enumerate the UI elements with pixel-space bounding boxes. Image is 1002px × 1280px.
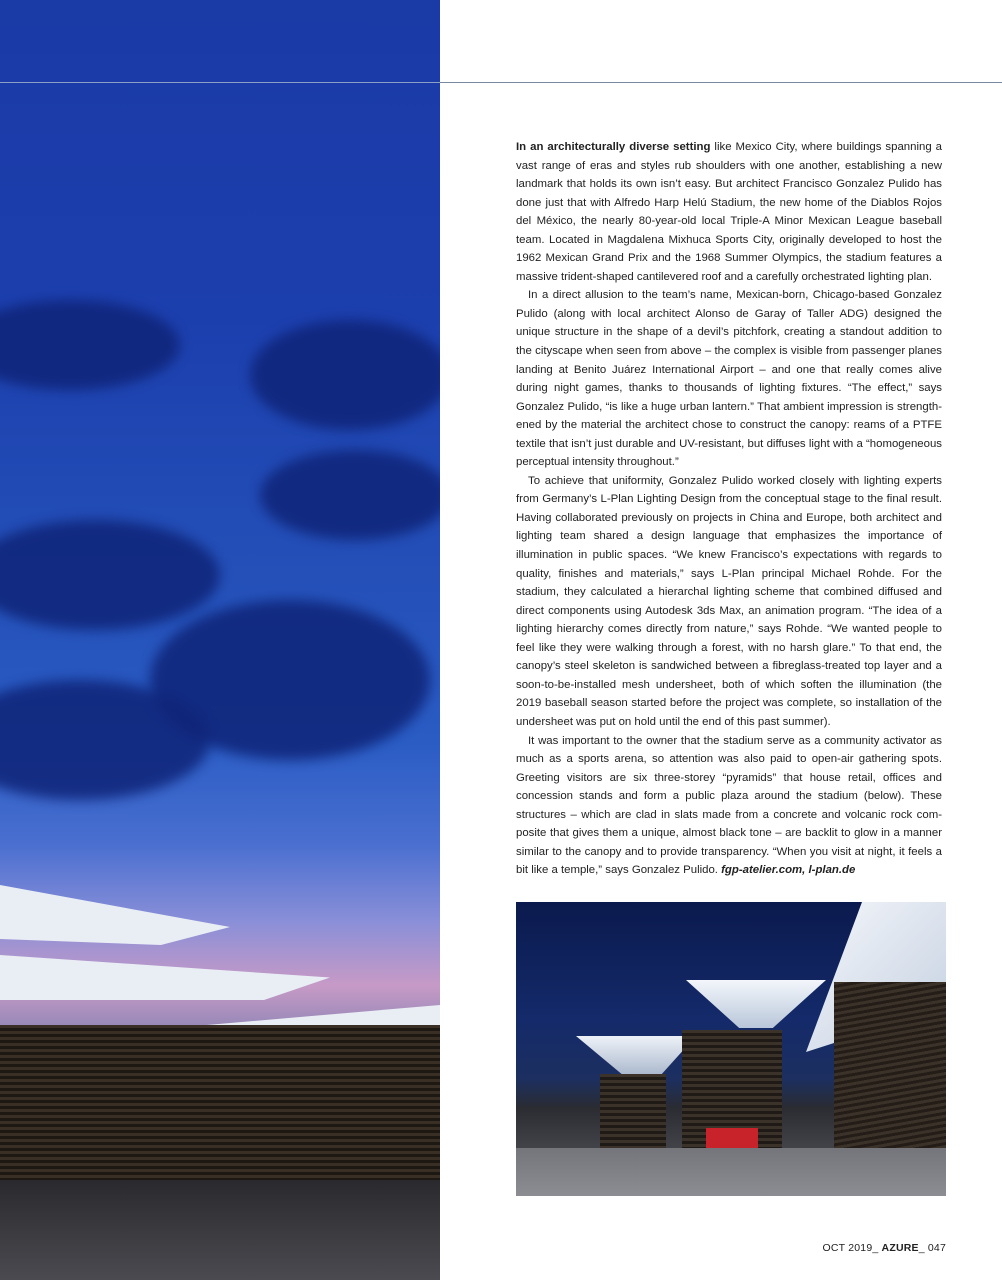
cloud (0, 300, 180, 390)
cloud (250, 320, 440, 430)
cloud (260, 450, 440, 540)
article-paragraph (516, 732, 942, 880)
magazine-name: AZURE (881, 1242, 919, 1254)
article-paragraph (516, 286, 942, 471)
stadium-canopy (686, 980, 826, 1028)
paragraph-text: To achieve that uniformity, Gonzalez Pulido worked closely with lighting experts from Germany’s L-Plan Lighting Design from the conceptual stage to the final result. Having collaborated previously on projects in China and Europe, both architect and lighting team shared a design language that emphasizes the importance of illumination in public spaces. “We knew Francisco’s expectations with regards to quality, finishes and materials,” says L-Plan principal Michael Rohde. For the stadium, they calculated a hierarchal lighting scheme that combined diffused and direct components using Autodesk 3ds Max, an animation program. “The idea of a lighting hierarchy comes directly from nature,” says Rohde. “We wanted people to feel like they were walking through a forest, with no harsh glare.” To that end, the canopy’s steel skeleton is sandwiched between a fibreglass-treated top layer and a soon-to-be-installed mesh undersheet, both of which soften the illumination (the 2019 baseball season started before the project was complete, so installation of the undersheet was put on hold until the end of this past summer). (516, 474, 942, 728)
article-paragraph (516, 472, 942, 732)
inset-photo-plaza (516, 902, 946, 1196)
web-credit: fgp-atelier.com, l-plan.de (721, 864, 856, 877)
entrance (706, 1128, 758, 1150)
ground (0, 1180, 440, 1280)
paragraph-text: In a direct allusion to the team’s name, Mexican-born, Chicago-based Gonzalez Pulido (along with local architect Alonso de Garay of Taller ADG) designed the unique structure in the shape of a devil’s pitchfork, creating a standout addition to the cityscape when seen from above – the complex is visible from passenger planes landing at Benito Juárez International Airport – and one that really comes alive during night games, thanks to thousands of lighting fixtures. “The effect,” says Gonzalez Pulido, “is like a huge urban lantern.” That ambient impression is strength-ened by the material the architect chose to construct the canopy: reams of a PTFE textile that isn’t just durable and UV-resistant, but diffuses light with a “homogeneous perceptual intensity throughout.” (516, 289, 942, 469)
pyramid-building (600, 1074, 666, 1148)
stadium-canopy (0, 950, 330, 1000)
page-folio (823, 1242, 946, 1254)
paragraph-text: It was important to the owner that the stadium serve as a community activator as much as a sports arena, so attention was also paid to open-air gathering spots. Greeting visitors are six three-storey “pyramids” that house retail, offices and concession stands and form a public plaza around the stadium (below). These structures – which are clad in slats made from a concrete and volcanic rock com-posite that gives them a unique, almost black tone – are backlit to glow in a manner similar to the canopy and to provide transparency. “When you visit at night, it feels a bit like a temple,” says Gonzalez Pulido. (516, 734, 942, 877)
stadium-canopy (0, 885, 230, 945)
cloud (0, 520, 220, 630)
horizontal-rule (440, 82, 1002, 83)
page-number: _ 047 (918, 1242, 946, 1254)
paragraph-text: like Mexico City, where buildings spanning a vast range of eras and styles rub shoulders with one another, establishing a new landmark that holds its own isn’t easy. But architect Francisco Gonzalez Pulido has done just that with Alfredo Harp Helú Stadium, the new home of the Diablos Rojos del México, the nearly 80-year-old local Triple-A Minor Mexican League baseball team. Located in Magdalena Mixhuca Sports City, originally developed to host the 1962 Mexican Grand Prix and the 1968 Summer Olympics, the stadium features a massive trident-shaped cantilevered roof and a carefully orchestrated lighting plan. (516, 141, 942, 283)
stadium-canopy (576, 1036, 696, 1076)
lead-in: In an architecturally diverse setting (516, 141, 711, 153)
plaza (516, 1148, 946, 1196)
issue-date: OCT 2019_ (822, 1242, 879, 1254)
article-paragraph (516, 138, 942, 286)
stadium-wall (834, 982, 946, 1148)
horizontal-rule (0, 82, 440, 83)
hero-photo-stadium-dusk (0, 0, 440, 1280)
article-body (516, 138, 942, 880)
